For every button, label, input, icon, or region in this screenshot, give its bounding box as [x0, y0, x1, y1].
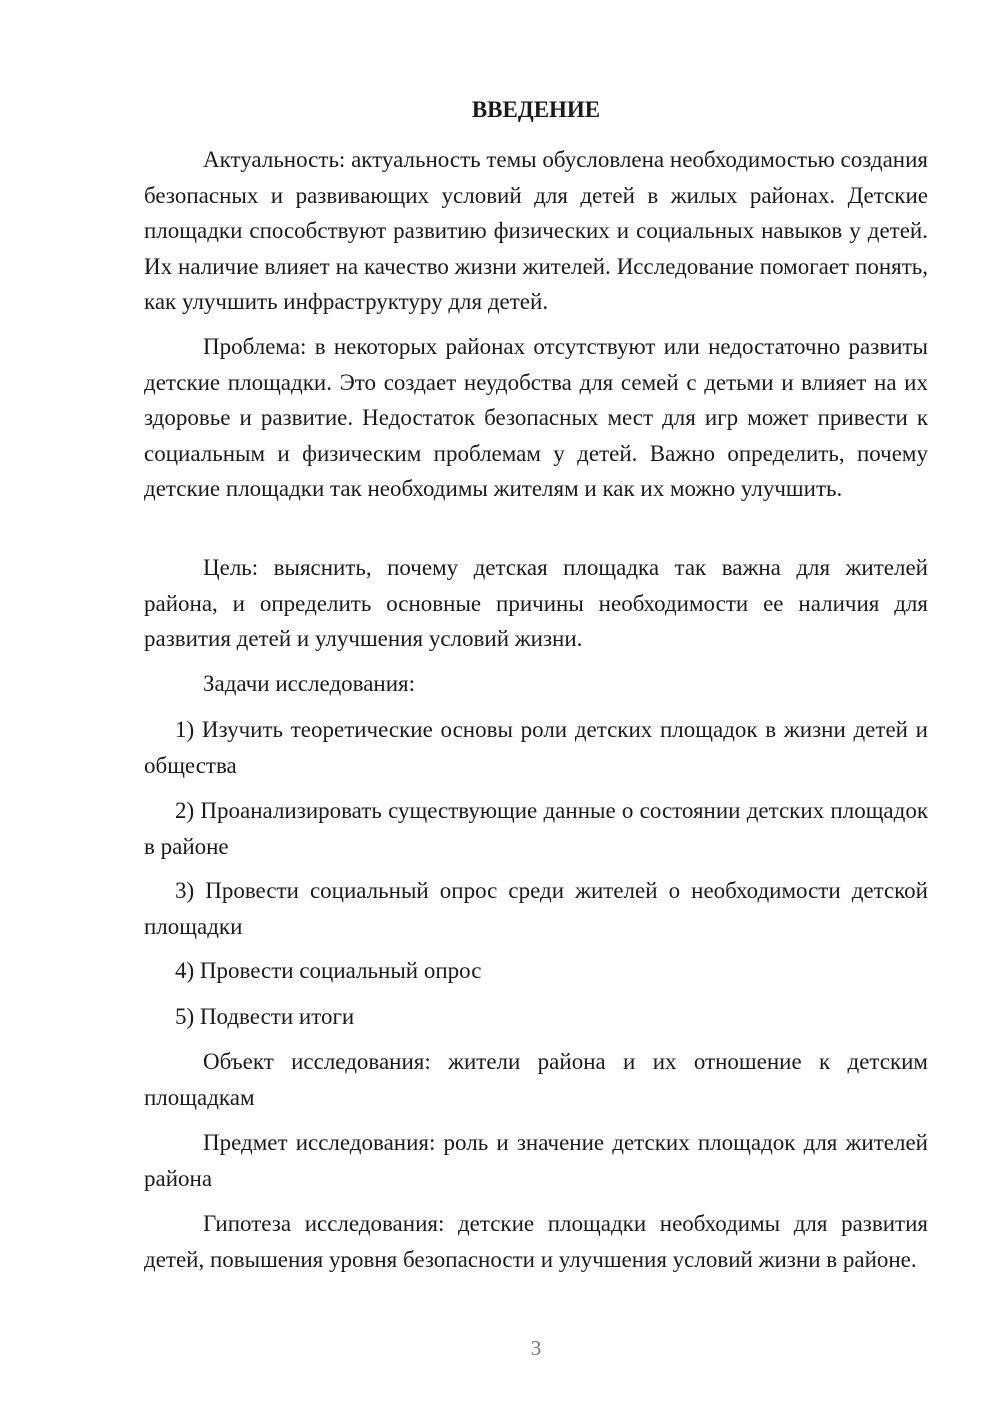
page-number: 3 [530, 1336, 542, 1360]
task-item-5: 5) Подвести итоги [175, 1004, 355, 1029]
hypothesis-paragraph: Гипотеза исследования: детские площадки необходимы для развития детей, повышения уровня безопасности и улучшения условий жизни в районе. [144, 1211, 928, 1272]
goal-paragraph: Цель: выяснить, почему детская площадка так важна для жителей района, и определить основные причины необходимости ее наличия для развития детей и улучшения условий жизни. [144, 555, 928, 651]
task-item-3: 3) Провести социальный опрос среди жителей о необходимости детской площадки [144, 878, 928, 939]
task-item-4: 4) Провести социальный опрос [175, 958, 482, 983]
subject-paragraph: Предмет исследования: роль и значение детских площадок для жителей района [144, 1130, 928, 1191]
tasks-heading: Задачи исследования: [203, 671, 416, 696]
task-item-1: 1) Изучить теоретические основы роли детских площадок в жизни детей и общества [144, 717, 928, 778]
relevance-paragraph: Актуальность: актуальность темы обусловлена необходимостью создания безопасных и развивающих условий для детей в жилых районах. Детские площадки способствуют развитию физических и социальных навыков у детей. Их наличие влияет на качество жизни жителей. Исследование помогает понять, как улучшить инфраструктуру для детей. [144, 147, 929, 314]
page-title: ВВЕДЕНИЕ [471, 97, 601, 122]
task-item-2: 2) Проанализировать существующие данные о состоянии детских площадок в районе [144, 798, 928, 859]
problem-paragraph: Проблема: в некоторых районах отсутствуют или недостаточно развиты детские площадки. Это создает неудобства для семей с детьми и влияет на их здоровье и развитие. Недостаток безопасных мест для игр может привести к социальным и физическим проблемам у детей. Важно определить, почему детские площадки так необходимы жителям и как их можно улучшить. [144, 334, 928, 501]
object-paragraph: Объект исследования: жители района и их отношение к детским площадкам [144, 1049, 928, 1110]
